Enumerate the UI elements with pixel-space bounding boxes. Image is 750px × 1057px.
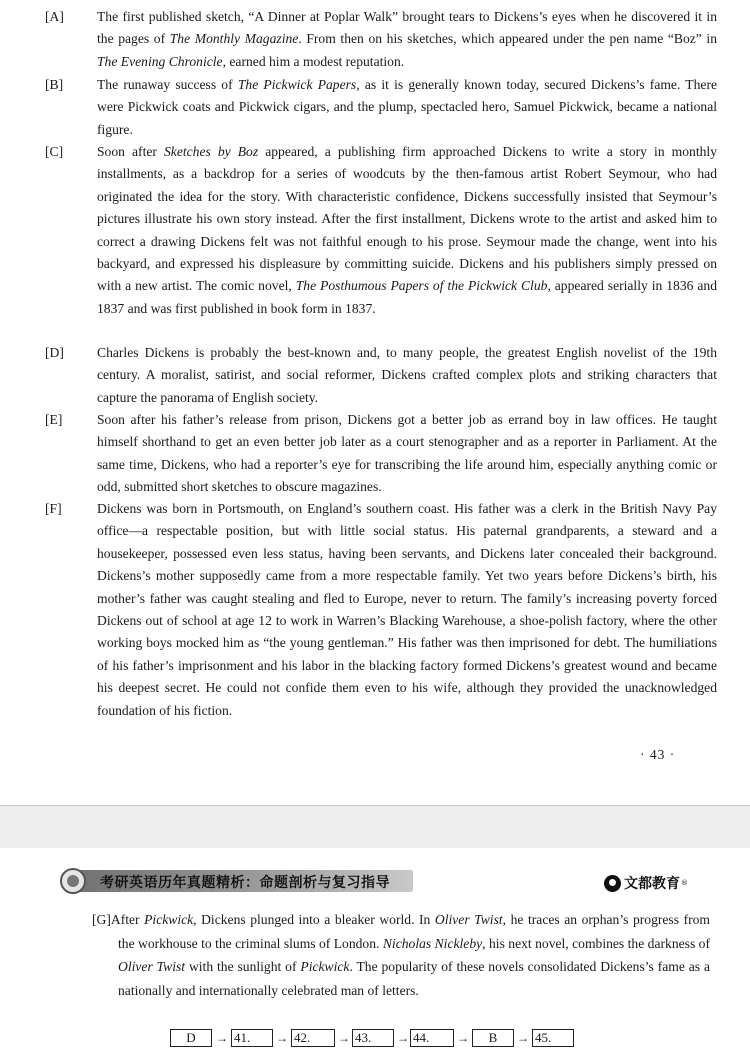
flow-box: 41. xyxy=(231,1029,273,1047)
paragraph-text: The first published sketch, “A Dinner at Poplar Walk” brought tears to Dickens’s eyes when he discovered it in the pages of The Monthly Magazine. From then on his sketches, which appeared under the pen name “Boz” in The Evening Chronicle, earned him a modest reputation. xyxy=(97,9,718,69)
paragraph-text: Soon after his father’s release from prison, Dickens got a better job as errand boy in law offices. He taught himself shorthand to get an even better job later as a court stenographer and as a reporter in Parliament. At the same time, Dickens, who had a reporter’s eye for transcribing the life around him, especially anything comic or odd, submitted short sketches to obscure magazines. xyxy=(97,412,717,495)
paragraph-text: After Pickwick, Dickens plunged into a bleaker world. In Oliver Twist, he traces an orphan’s progress from the workhouse to the criminal slums of London. Nicholas Nickleby, his next novel, combines the darkness of Oliver Twist with the sunlight of Pickwick. The popularity of these novels consolidated Dickens’s fame as a nationally and internationally celebrated man of letters. xyxy=(110,912,711,998)
paragraph-b xyxy=(45,74,718,141)
arrow-right-icon: → xyxy=(457,1031,469,1045)
paragraph-text: Charles Dickens is probably the best-known and, to many people, the greatest English novelist of the 19th century. A moralist, satirist, and social reformer, Dickens crafted complex plots and striking characters that capture the panorama of English society. xyxy=(97,345,717,405)
paragraph-a xyxy=(45,6,718,73)
paragraph-label: [D] xyxy=(45,345,64,360)
arrow-right-icon: → xyxy=(397,1031,409,1045)
flow-box: 45. xyxy=(532,1029,574,1047)
paragraph-label: [A] xyxy=(45,9,64,24)
paragraph-f xyxy=(45,498,717,722)
paragraph-label: [F] xyxy=(45,501,62,516)
paragraph-d xyxy=(45,342,717,409)
paragraph-text: The runaway success of The Pickwick Papers, as it is generally known today, secured Dickens’s fame. There were Pickwick coats and Pickwick cigars, and the plump, spectacled hero, Samuel Pickwick, became a national figure. xyxy=(97,77,718,137)
paragraph-g xyxy=(92,908,710,1002)
flow-box: 42. xyxy=(291,1029,335,1047)
paragraph-label: [B] xyxy=(45,77,64,92)
paragraph-label: [G] xyxy=(92,912,111,927)
paragraph-c xyxy=(45,141,718,320)
arrow-right-icon: → xyxy=(338,1031,350,1045)
page-separator xyxy=(0,805,750,849)
page-number: · 43 · xyxy=(640,747,676,762)
book-emblem-icon xyxy=(60,868,86,894)
flow-box: D xyxy=(170,1029,212,1047)
header-title: 考研英语历年真题精析：命题剖析与复习指导 xyxy=(100,875,390,891)
paragraph-label: [C] xyxy=(45,144,64,159)
paragraph-text: Soon after Sketches by Boz appeared, a publishing firm approached Dickens to write a story in monthly installments, as a backdrop for a series of woodcuts by the then-famous artist Robert Seymour, who had originated the idea for the story. With characteristic confidence, Dickens successfully insisted that Seymour’s pictures illustrate his own story instead. After the first installment, Dickens wrote to the artist and asked him to correct a drawing Dickens felt was not faithful enough to his prose. Seymour made the change, went into his backyard, and expressed his displeasure by committing suicide. Dickens and his publishers simply pressed on with a new artist. The comic novel, The Posthumous Papers of the Pickwick Club, appeared serially in 1836 and 1837 and was first published in book form in 1837. xyxy=(97,144,718,316)
publisher-logo xyxy=(604,872,688,894)
paragraph-label: [E] xyxy=(45,412,63,427)
arrow-right-icon: → xyxy=(216,1031,228,1045)
flow-box: B xyxy=(472,1029,514,1047)
wendu-logo-icon xyxy=(604,875,621,892)
page-44 xyxy=(0,848,750,1057)
paragraph-text: Dickens was born in Portsmouth, on England’s southern coast. His father was a clerk in the British Navy Pay office—a respectable position, but with little social status. His paternal grandparents, a steward and a housekeeper, possessed even less status, having been servants, and Dickens later concealed their background. Dickens’s mother supposedly came from a more respectable family. Yet two years before Dickens’s birth, his mother’s father was caught stealing and fled to Europe, never to return. The family’s increasing poverty forced Dickens out of school at age 12 to work in Warren’s Blacking Warehouse, a shoe-polish factory, where the other working boys mocked him as “the young gentleman.” His father was then imprisoned for debt. The humiliations of his father’s imprisonment and his labor in the blacking factory formed Dickens’s greatest wound and became his deepest secret. He could not confide them even to his wife, although they provided the unacknowledged foundation of his fiction. xyxy=(97,501,717,718)
registered-mark: ® xyxy=(681,879,688,887)
paragraph-e xyxy=(45,409,717,499)
flow-box: 44. xyxy=(410,1029,454,1047)
arrow-right-icon: → xyxy=(517,1031,529,1045)
logo-text: 文都教育 xyxy=(624,876,680,892)
flow-box: 43. xyxy=(352,1029,394,1047)
arrow-right-icon: → xyxy=(276,1031,288,1045)
